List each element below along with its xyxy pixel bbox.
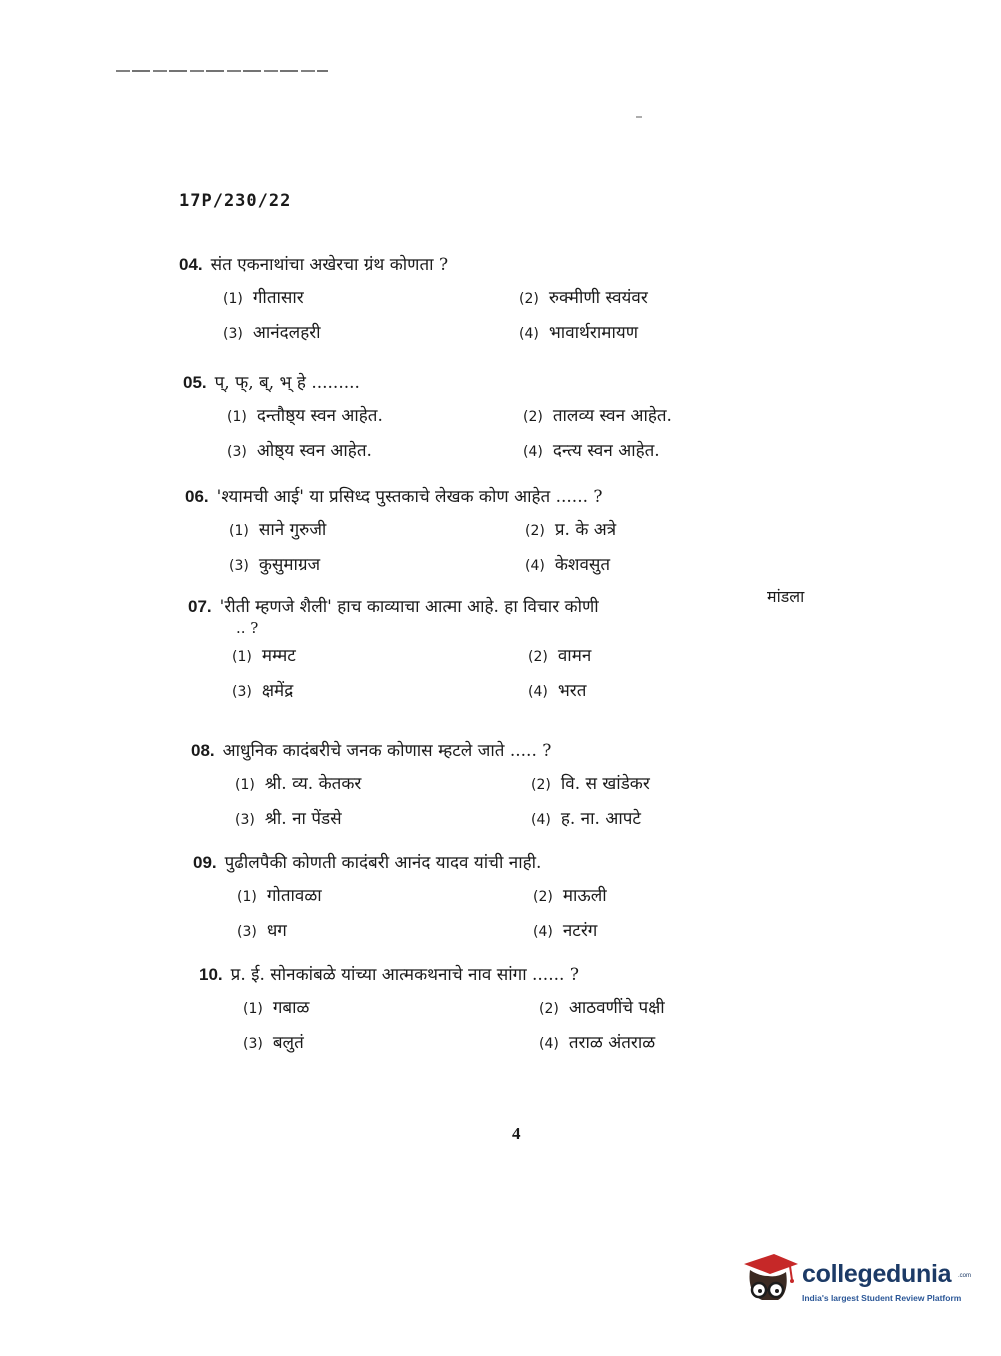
question-stem — [179, 252, 799, 275]
option-text: ह. ना. आपटे — [560, 809, 641, 829]
option-number: (1) — [227, 409, 247, 425]
option-number: (1) — [237, 889, 257, 905]
option-text: भावार्थरामायण — [548, 323, 638, 343]
option-2 — [533, 883, 833, 906]
option-3 — [229, 552, 525, 575]
option-3 — [237, 918, 533, 941]
option-number: (4) — [525, 558, 545, 574]
option-text: ओष्ठ्य स्वन आहेत. — [256, 441, 372, 461]
question-text: 'श्यामची आई' या प्रसिध्द पुस्तकाचे लेखक कोण आहेत ...... ? — [216, 487, 603, 507]
question-number: 10. — [199, 965, 223, 984]
option-text: साने गुरुजी — [258, 520, 327, 540]
option-4 — [523, 438, 823, 461]
options-grid — [232, 643, 808, 701]
option-3 — [223, 320, 519, 343]
option-text: धग — [266, 921, 287, 941]
question-number: 08. — [191, 741, 215, 760]
options-grid — [235, 771, 811, 829]
question-04 — [179, 252, 799, 343]
option-text: गबाळ — [272, 998, 310, 1018]
question-stem — [185, 484, 805, 507]
question-text: 'रीती म्हणजे शैली' हाच काव्याचा आत्मा आहे. हा विचार कोणी — [219, 597, 599, 617]
question-stem — [191, 738, 811, 761]
page-number: 4 — [512, 1124, 521, 1143]
option-text: वामन — [557, 646, 592, 666]
option-3 — [235, 806, 531, 829]
option-text: भरत — [557, 681, 587, 701]
option-4 — [531, 806, 831, 829]
option-2 — [531, 771, 831, 794]
option-number: (4) — [523, 444, 543, 460]
option-text: आनंदलहरी — [252, 323, 321, 343]
logo-domain-suffix: .com — [958, 1273, 972, 1279]
option-4 — [525, 552, 825, 575]
option-number: (2) — [539, 1001, 559, 1017]
option-4 — [539, 1030, 839, 1053]
option-text: वि. स खांडेकर — [560, 774, 650, 794]
option-text: प्र. के अत्रे — [554, 520, 617, 540]
options-grid — [237, 883, 813, 941]
option-number: (2) — [519, 291, 539, 307]
option-number: (4) — [528, 684, 548, 700]
option-1 — [227, 403, 523, 426]
question-06 — [185, 484, 805, 575]
logo-wordmark: collegedunia — [802, 1260, 952, 1288]
option-3 — [232, 678, 528, 701]
option-number: (2) — [528, 649, 548, 665]
question-05 — [183, 370, 803, 461]
question-07 — [188, 594, 808, 701]
question-07-trailing-word: मांडला — [767, 587, 805, 606]
question-continuation: .. ? — [236, 619, 259, 637]
scan-artifact-speck — [636, 116, 642, 118]
question-text: प्र. ई. सोनकांबळे यांच्या आत्मकथनाचे नाव सांगा ...... ? — [230, 965, 579, 985]
question-number: 06. — [185, 487, 209, 506]
question-stem — [199, 962, 819, 985]
option-text: केशवसुत — [554, 555, 611, 575]
question-number: 04. — [179, 255, 203, 274]
question-10 — [199, 962, 819, 1053]
option-number: (1) — [223, 291, 243, 307]
option-number: (3) — [229, 558, 249, 574]
option-number: (2) — [531, 777, 551, 793]
option-text: तालव्य स्वन आहेत. — [552, 406, 672, 426]
option-2 — [525, 517, 825, 540]
option-number: (3) — [223, 326, 243, 342]
option-number: (1) — [229, 523, 249, 539]
question-text: पुढीलपैकी कोणती कादंबरी आनंद यादव यांची नाही. — [224, 853, 542, 873]
options-grid — [229, 517, 805, 575]
question-stem — [188, 594, 808, 617]
mascot-graduate-icon — [740, 1250, 802, 1310]
option-text: आठवणींचे पक्षी — [568, 998, 665, 1018]
option-3 — [227, 438, 523, 461]
option-text: दन्त्य स्वन आहेत. — [552, 441, 660, 461]
option-text: नटरंग — [562, 921, 598, 941]
question-text: आधुनिक कादंबरीचे जनक कोणास म्हटले जाते ..... ? — [222, 741, 552, 761]
option-text: श्री. व्य. केतकर — [264, 774, 362, 794]
option-number: (3) — [227, 444, 247, 460]
option-3 — [243, 1030, 539, 1053]
option-text: रुक्मीणी स्वयंवर — [548, 288, 648, 308]
option-1 — [243, 995, 539, 1018]
option-1 — [235, 771, 531, 794]
question-08 — [191, 738, 811, 829]
option-2 — [523, 403, 823, 426]
option-number: (1) — [232, 649, 252, 665]
option-2 — [519, 285, 819, 308]
logo-tagline: India's largest Student Review Platform — [802, 1293, 962, 1303]
option-number: (1) — [235, 777, 255, 793]
option-4 — [533, 918, 833, 941]
option-2 — [539, 995, 839, 1018]
option-number: (4) — [539, 1036, 559, 1052]
question-number: 09. — [193, 853, 217, 872]
option-text: श्री. ना पेंडसे — [264, 809, 342, 829]
option-number: (4) — [533, 924, 553, 940]
option-1 — [229, 517, 525, 540]
option-1 — [237, 883, 533, 906]
option-1 — [223, 285, 519, 308]
options-grid — [243, 995, 819, 1053]
options-grid — [227, 403, 803, 461]
question-text: संत एकनाथांचा अखेरचा ग्रंथ कोणता ? — [210, 255, 449, 275]
option-text: बलुतं — [272, 1033, 304, 1053]
option-1 — [232, 643, 528, 666]
question-number: 05. — [183, 373, 207, 392]
question-number: 07. — [188, 597, 212, 616]
option-text: मम्मट — [261, 646, 296, 666]
option-number: (1) — [243, 1001, 263, 1017]
question-stem — [183, 370, 803, 393]
option-number: (2) — [525, 523, 545, 539]
option-number: (3) — [232, 684, 252, 700]
option-number: (3) — [243, 1036, 263, 1052]
option-2 — [528, 643, 828, 666]
option-number: (4) — [519, 326, 539, 342]
scan-artifact-line — [116, 70, 328, 72]
option-number: (2) — [533, 889, 553, 905]
option-text: क्षमेंद्र — [261, 681, 294, 701]
option-number: (3) — [237, 924, 257, 940]
option-4 — [519, 320, 819, 343]
option-number: (2) — [523, 409, 543, 425]
option-4 — [528, 678, 828, 701]
paper-code: 17P/230/22 — [179, 191, 292, 211]
option-number: (4) — [531, 812, 551, 828]
question-09 — [193, 850, 813, 941]
option-number: (3) — [235, 812, 255, 828]
options-grid — [223, 285, 799, 343]
option-text: गोतावळा — [266, 886, 322, 906]
question-stem — [193, 850, 813, 873]
option-text: कुसुमाग्रज — [258, 555, 321, 575]
option-text: माऊली — [562, 886, 607, 906]
question-text: प्, फ्, ब्, भ् हे ......... — [214, 373, 360, 393]
option-text: दन्तौष्ठ्य स्वन आहेत. — [256, 406, 383, 426]
option-text: तराळ अंतराळ — [568, 1033, 656, 1053]
collegedunia-logo[interactable] — [740, 1250, 972, 1310]
option-text: गीतासार — [252, 288, 304, 308]
